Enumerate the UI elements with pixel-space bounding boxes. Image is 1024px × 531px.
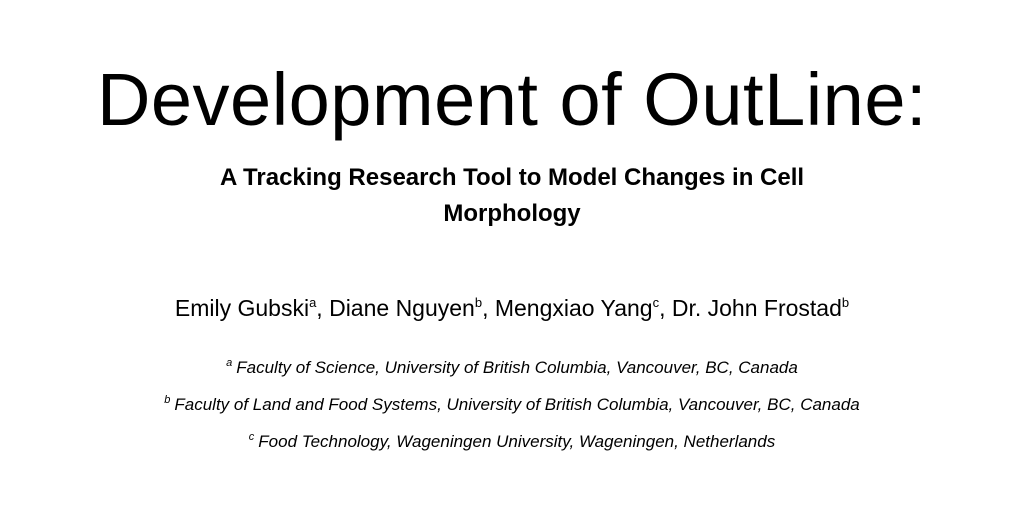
author-affiliation-marker: c [652, 295, 660, 310]
author-separator: , [482, 295, 495, 321]
author-affiliation-marker: b [474, 295, 483, 310]
author-separator: , [659, 295, 672, 321]
affiliation-text: Faculty of Science, University of British Columbia, Vancouver, BC, Canada [236, 358, 798, 377]
affiliation-marker: a [226, 357, 233, 369]
author-list [0, 292, 1024, 324]
author-name: Emily Gubski [174, 295, 310, 321]
affiliation-b [0, 393, 1024, 417]
author-name: Dr. John Frostad [671, 295, 842, 321]
author-affiliation-marker: a [309, 295, 317, 310]
affiliation-marker: b [164, 394, 171, 406]
author-affiliation-marker: b [841, 295, 850, 310]
affiliation-text: Faculty of Land and Food Systems, University of British Columbia, Vancouver, BC, Canada [174, 395, 860, 414]
slide-subtitle: A Tracking Research Tool to Model Changes in Cell Morphology [219, 164, 805, 227]
author-separator: , [316, 295, 330, 321]
slide-title: Development of OutLine: [96, 58, 928, 141]
author-name: Diane Nguyen [329, 295, 475, 321]
affiliation-c [0, 430, 1024, 454]
affiliation-text: Food Technology, Wageningen University, Wageningen, Netherlands [258, 432, 776, 451]
affiliation-marker: c [248, 431, 255, 443]
affiliation-a [0, 356, 1024, 380]
author-name: Mengxiao Yang [494, 295, 653, 321]
